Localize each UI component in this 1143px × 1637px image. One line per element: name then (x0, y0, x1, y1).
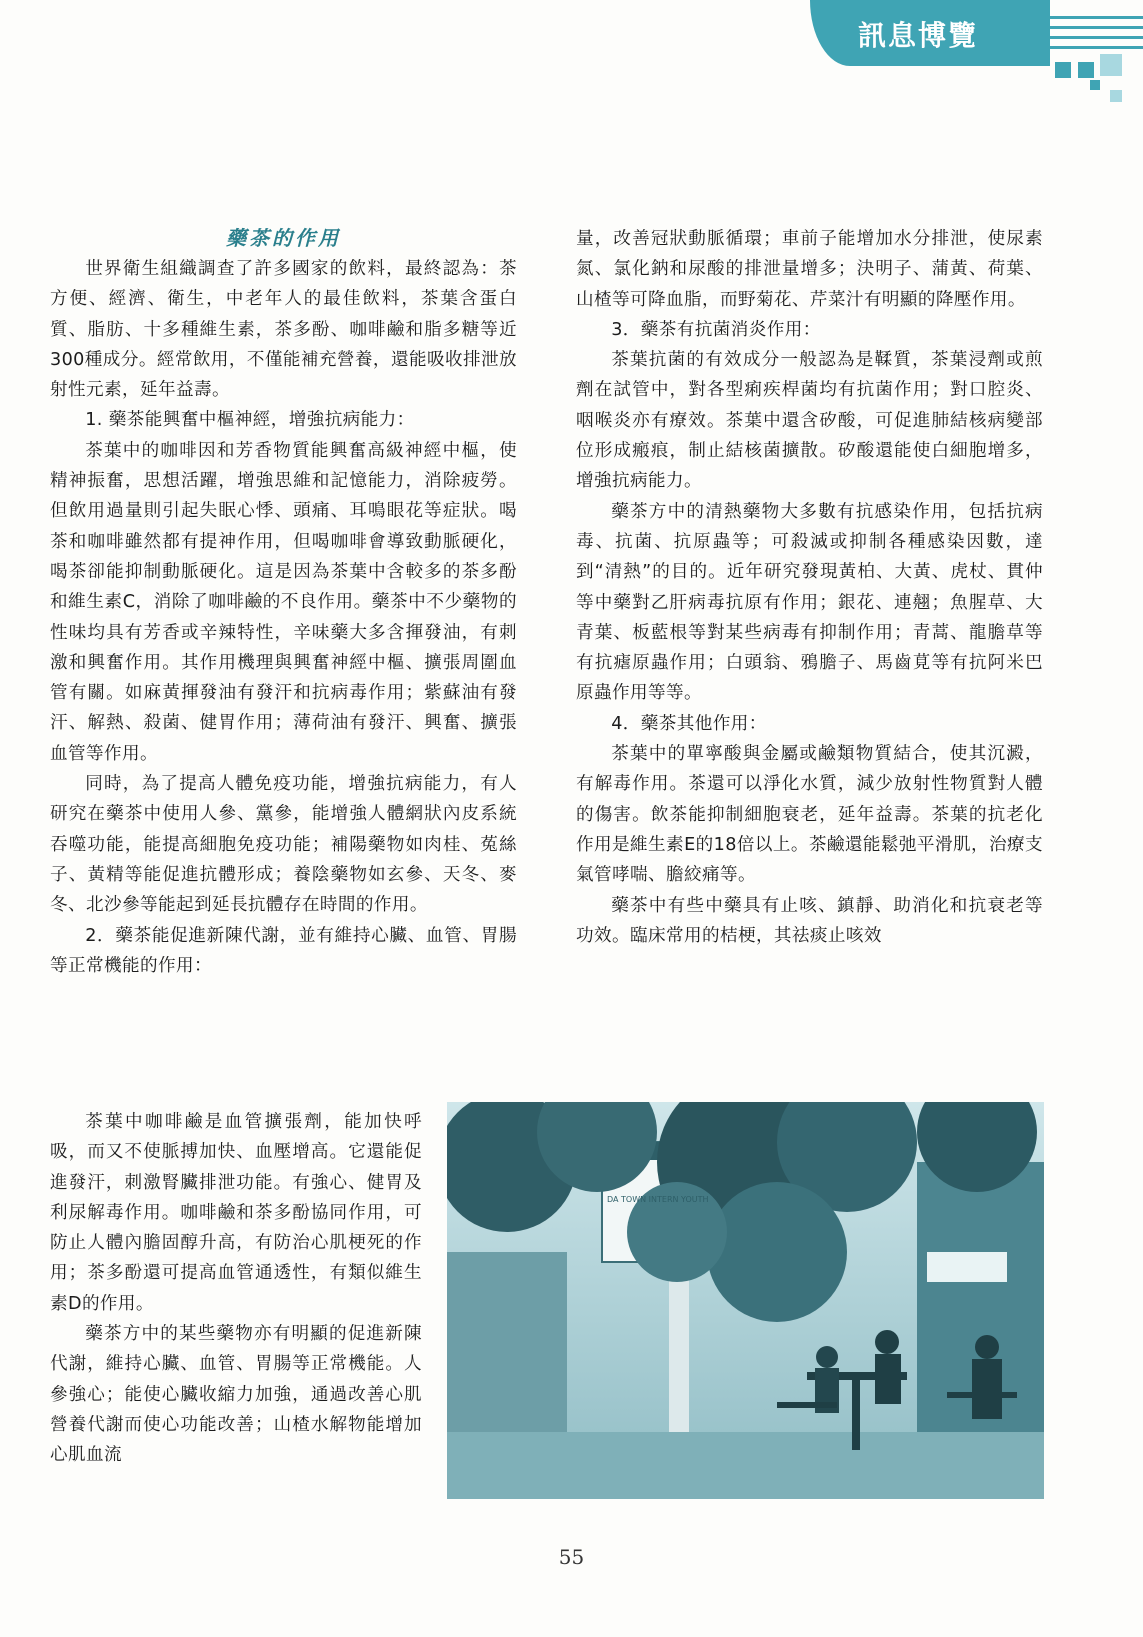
paragraph: 藥茶方中的清熱藥物大多數有抗感染作用，包括抗病毒、抗菌、抗原蟲等；可殺滅或抑制各種感染因數，達到“清熱”的目的。近年研究發現黃柏、大黃、虎杖、貫仲等中藥對乙肝病毒抗原有作用；銀花、連翹；魚腥草、大青葉、板藍根等對某些病毒有抑制作用；青蒿、龍膽草等有抗瘧原蟲作用；白頭翁、鴉膽子、馬齒莧等有抗阿米巴原蟲作用等等。 (576, 501, 1043, 704)
section-heading: 4．藥茶其他作用： (611, 713, 767, 734)
header-stripe (1050, 16, 1143, 19)
paragraph: 世界衛生組織調查了許多國家的飲料，最終認為：茶方便、經濟、衛生，中老年人的最佳飲料，茶葉含蛋白質、脂肪、十多種維生素，茶多酚、咖啡鹼和脂多糖等近300種成分。經常飲用，不僅能補充營養，還能吸收排泄放射性元素，延年益壽。 (50, 259, 517, 401)
decor-square (1090, 80, 1100, 90)
decor-square (1110, 90, 1122, 102)
paragraph: 茶葉中咖啡鹼是血管擴張劑，能加快呼吸，而又不使脈搏加快、血壓增高。它還能促進發汗，刺激腎臟排泄功能。有強心、健胃及利尿解毒作用。咖啡鹼和茶多酚協同作用，可防止人體內膽固醇升高，有防治心肌梗死的作用；茶多酚還可提高血管通透性，有類似維生素D的作用。 (50, 1112, 422, 1314)
header-stripe (1050, 36, 1143, 39)
street-teahouse-photo (447, 1102, 1044, 1499)
decor-square (1100, 54, 1122, 76)
sign-text: DA TOWN INTERN YOUTH (607, 1195, 709, 1204)
paragraph: 藥茶中有些中藥具有止咳、鎮靜、助消化和抗衰老等功效。臨床常用的桔梗，其祛痰止咳效 (576, 895, 1043, 946)
paragraph: 藥茶方中的某些藥物亦有明顯的促進新陳代謝，維持心臟、血管、胃腸等正常機能。人參強心；能使心臟收縮力加強，通過改善心肌營養代謝而使心功能改善；山楂水解物能增加心肌血流 (50, 1324, 422, 1466)
right-column (576, 224, 1043, 951)
decor-square (1055, 62, 1071, 78)
decor-square (1078, 62, 1094, 78)
photo-illustration (447, 1102, 1044, 1499)
header-stripe (1050, 26, 1143, 29)
page-number: 55 (558, 1545, 585, 1569)
section-heading: 2．藥茶能促進新陳代謝，並有維持心臟、血管、胃腸等正常機能的作用： (50, 925, 517, 976)
paragraph: 同時，為了提高人體免疫功能，增強抗病能力，有人研究在藥茶中使用人參、黨參，能增強人體網狀內皮系統吞噬功能，能提高細胞免疫功能；補陽藥物如肉桂、菟絲子、黃精等能促進抗體形成；養陰藥物如玄參、天冬、麥冬、北沙參等能起到延長抗體存在時間的作用。 (50, 774, 517, 916)
section-heading: 1. 藥茶能興奮中樞神經，增強抗病能力： (85, 410, 415, 431)
section-header-title: 訊息博覽 (858, 19, 979, 52)
paragraph: 茶葉中的咖啡因和芳香物質能興奮高級神經中樞，使精神振奮，思想活躍，增強思維和記憶能力，消除疲勞。但飲用過量則引起失眠心悸、頭痛、耳鳴眼花等症狀。喝茶和咖啡雖然都有提神作用，但喝咖啡會導致動脈硬化，喝茶卻能抑制動脈硬化。這是因為茶葉中含較多的茶多酚和維生素C，消除了咖啡鹼的不良作用。藥茶中不少藥物的性味均具有芳香或辛辣特性，辛味藥大多含揮發油，有刺激和興奮作用。其作用機理與興奮神經中樞、擴張周圍血管有關。如麻黃揮發油有發汗和抗病毒作用；紫蘇油有發汗、解熱、殺菌、健胃作用；薄荷油有發汗、興奮、擴張血管等作用。 (50, 440, 517, 764)
paragraph: 茶葉抗菌的有效成分一般認為是鞣質，茶葉浸劑或煎劑在試管中，對各型痢疾桿菌均有抗菌作用；對口腔炎、咽喉炎亦有療效。茶葉中還含矽酸，可促進肺結核病變部位形成瘢痕，制止結核菌擴散。矽酸還能使白細胞增多，增強抗病能力。 (576, 350, 1043, 492)
article-title: 藥茶的作用 (226, 226, 341, 250)
paragraph: 茶葉中的單寧酸與金屬或鹼類物質結合，使其沉澱，有解毒作用。茶還可以淨化水質，減少放射性物質對人體的傷害。飲茶能抑制細胞衰老，延年益壽。茶葉的抗老化作用是維生素E的18倍以上。茶鹼還能鬆弛平滑肌，治療支氣管哮喘、膽絞痛等。 (576, 744, 1043, 886)
paragraph: 量，改善冠狀動脈循環；車前子能增加水分排泄，使尿素氮、氯化鈉和尿酸的排泄量增多；決明子、蒲黃、荷葉、山楂等可降血脂，而野菊花、芹菜汁有明顯的降壓作用。 (576, 229, 1043, 310)
left-column-lower (50, 1107, 422, 1471)
left-column (50, 254, 517, 981)
section-heading: 3．藥茶有抗菌消炎作用： (611, 319, 821, 340)
header-stripe (1050, 46, 1143, 49)
